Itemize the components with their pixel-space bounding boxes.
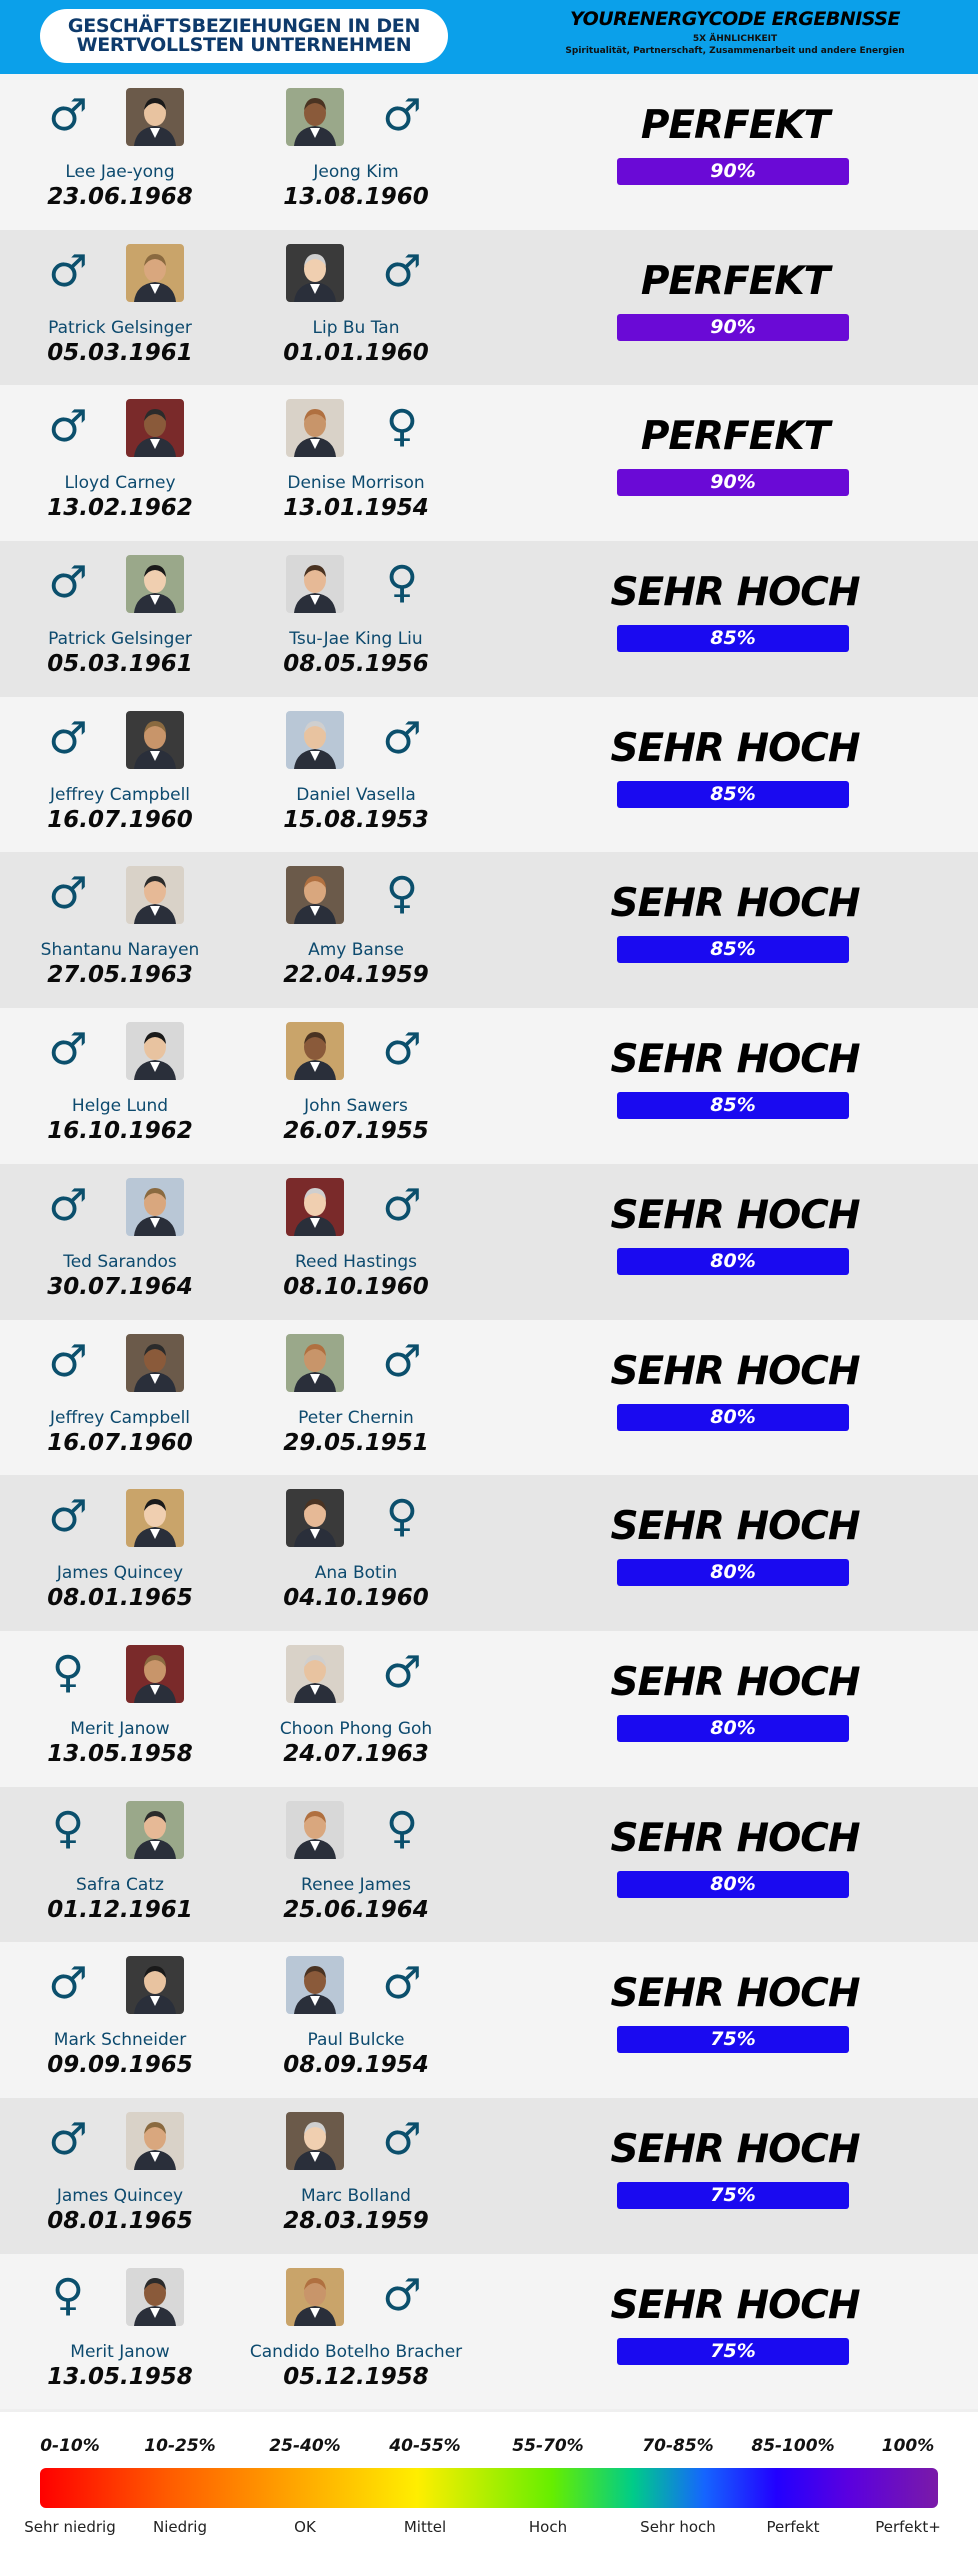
person-name-left: Ted Sarandos xyxy=(63,1251,177,1272)
gender-symbol-right: ♂ xyxy=(382,2269,422,2321)
compatibility-level: PERFEKT xyxy=(640,414,830,460)
gender-symbol-left: ♀ xyxy=(51,2269,85,2321)
person-name-left: Helge Lund xyxy=(71,1096,169,1117)
legend-label: Niedrig xyxy=(153,2518,207,2536)
birth-date-left: 13.05.1958 xyxy=(47,1740,193,1767)
pair-row xyxy=(0,1475,978,1631)
compatibility-level: SEHR HOCH xyxy=(610,2126,860,2172)
person-name-right: Peter Chernin xyxy=(298,1407,414,1428)
person-name-left: Patrick Gelsinger xyxy=(48,317,192,338)
person-name-left: Lloyd Carney xyxy=(64,473,176,494)
legend-labels xyxy=(0,2518,978,2538)
gender-symbol-left: ♂ xyxy=(48,90,88,141)
legend-range: 100% xyxy=(881,2436,935,2456)
person-name-left: James Quincey xyxy=(56,2185,184,2206)
portrait-left xyxy=(126,1489,184,1547)
person-name-left: Safra Catz xyxy=(76,1874,164,1895)
gender-symbol-left: ♂ xyxy=(48,1491,88,1543)
person-name-right: Choon Phong Goh xyxy=(279,1718,433,1739)
legend-label: Perfekt+ xyxy=(875,2518,941,2536)
portrait-right xyxy=(286,555,344,613)
portrait-right xyxy=(286,1178,344,1236)
portrait-right xyxy=(286,1022,344,1080)
birth-date-right: 08.10.1960 xyxy=(283,1273,429,1300)
pairs-list xyxy=(0,74,978,2409)
header xyxy=(0,0,978,74)
legend-range: 40-55% xyxy=(389,2436,461,2456)
person-name-right: John Sawers xyxy=(304,1096,408,1117)
legend-range: 0-10% xyxy=(40,2436,100,2456)
portrait-right xyxy=(286,2268,344,2326)
gender-symbol-left: ♂ xyxy=(48,557,88,609)
pair-row xyxy=(0,230,978,386)
gender-symbol-right: ♂ xyxy=(382,2113,422,2165)
gender-symbol-right: ♂ xyxy=(382,1646,422,1698)
legend-range: 10-25% xyxy=(144,2436,216,2456)
gender-symbol-right: ♂ xyxy=(382,245,422,297)
birth-date-right: 08.09.1954 xyxy=(283,2052,429,2079)
birth-date-left: 08.01.1965 xyxy=(47,1585,193,1612)
birth-date-right: 08.05.1956 xyxy=(283,651,429,678)
person-name-left: Mark Schneider xyxy=(53,2030,187,2051)
portrait-left xyxy=(126,555,184,613)
portrait-right xyxy=(286,1645,344,1703)
gender-symbol-right: ♂ xyxy=(382,712,422,764)
birth-date-right: 25.06.1964 xyxy=(283,1896,429,1923)
birth-date-right: 29.05.1951 xyxy=(283,1429,429,1456)
compatibility-level: SEHR HOCH xyxy=(610,570,860,616)
portrait-left xyxy=(126,1956,184,2014)
gender-symbol-left: ♂ xyxy=(48,2113,88,2165)
pair-row xyxy=(0,541,978,697)
legend-label: Hoch xyxy=(528,2518,568,2536)
compatibility-percent-badge: 85% xyxy=(617,1092,849,1119)
compatibility-level: SEHR HOCH xyxy=(610,2282,860,2328)
person-name-left: Shantanu Narayen xyxy=(40,940,200,961)
compatibility-level: SEHR HOCH xyxy=(610,1659,860,1705)
gender-symbol-right: ♀ xyxy=(385,868,419,920)
compatibility-percent-badge: 75% xyxy=(617,2182,849,2209)
compatibility-percent-badge: 75% xyxy=(617,2026,849,2053)
portrait-right xyxy=(286,88,344,146)
gender-symbol-right: ♀ xyxy=(385,1491,419,1543)
person-name-right: Candido Botelho Bracher xyxy=(249,2341,463,2362)
portrait-left xyxy=(126,866,184,924)
birth-date-right: 01.01.1960 xyxy=(283,339,429,366)
compatibility-level: SEHR HOCH xyxy=(610,1037,860,1083)
legend-gradient-bar xyxy=(40,2468,938,2508)
birth-date-right: 13.01.1954 xyxy=(283,495,429,522)
compatibility-percent-badge: 80% xyxy=(617,1871,849,1898)
birth-date-left: 16.07.1960 xyxy=(47,806,193,833)
portrait-right xyxy=(286,244,344,302)
compatibility-percent-badge: 85% xyxy=(617,781,849,808)
compatibility-level: SEHR HOCH xyxy=(610,881,860,927)
gender-symbol-left: ♂ xyxy=(48,1024,88,1076)
compatibility-percent-badge: 90% xyxy=(617,469,849,496)
person-name-right: Renee James xyxy=(301,1874,411,1895)
person-name-right: Reed Hastings xyxy=(294,1251,418,1272)
gender-symbol-right: ♂ xyxy=(382,1335,422,1387)
gender-symbol-left: ♂ xyxy=(48,868,88,920)
birth-date-left: 13.02.1962 xyxy=(47,495,193,522)
portrait-right xyxy=(286,1334,344,1392)
legend-label: OK xyxy=(294,2518,316,2536)
compatibility-percent-badge: 90% xyxy=(617,314,849,341)
birth-date-right: 24.07.1963 xyxy=(283,1740,429,1767)
pair-row xyxy=(0,1320,978,1476)
birth-date-left: 09.09.1965 xyxy=(47,2052,193,2079)
person-name-left: Merit Janow xyxy=(70,2341,170,2362)
person-name-left: James Quincey xyxy=(56,1563,184,1584)
birth-date-left: 30.07.1964 xyxy=(47,1273,193,1300)
portrait-right xyxy=(286,711,344,769)
compatibility-percent-badge: 80% xyxy=(617,1715,849,1742)
portrait-right xyxy=(286,399,344,457)
results-header xyxy=(540,8,930,56)
legend-range: 25-40% xyxy=(269,2436,341,2456)
compatibility-level: SEHR HOCH xyxy=(610,1815,860,1861)
pair-row xyxy=(0,697,978,853)
legend-label: Sehr hoch xyxy=(640,2518,716,2536)
person-name-left: Lee Jae-yong xyxy=(65,162,175,182)
portrait-left xyxy=(126,1022,184,1080)
person-name-right: Ana Botin xyxy=(314,1563,398,1584)
legend-label: Sehr niedrig xyxy=(24,2518,116,2536)
portrait-right xyxy=(286,1489,344,1547)
person-name-left: Jeffrey Campbell xyxy=(49,1407,191,1428)
gender-symbol-right: ♀ xyxy=(385,1802,419,1854)
compatibility-percent-badge: 85% xyxy=(617,625,849,652)
gender-symbol-right: ♂ xyxy=(382,1024,422,1076)
gender-symbol-right: ♂ xyxy=(382,90,422,141)
portrait-left xyxy=(126,1645,184,1703)
person-name-right: Denise Morrison xyxy=(287,473,425,494)
gender-symbol-left: ♂ xyxy=(48,245,88,297)
portrait-right xyxy=(286,1956,344,2014)
birth-date-right: 26.07.1955 xyxy=(283,1118,429,1145)
results-description: Spiritualität, Partnerschaft, Zusammenarbeit und andere Energien xyxy=(565,46,905,56)
gender-symbol-right: ♀ xyxy=(385,557,419,609)
person-name-right: Jeong Kim xyxy=(313,162,399,182)
portrait-left xyxy=(126,2268,184,2326)
pair-row xyxy=(0,1008,978,1164)
compatibility-level: SEHR HOCH xyxy=(610,1504,860,1550)
pair-row xyxy=(0,1631,978,1787)
person-name-right: Lip Bu Tan xyxy=(312,317,400,338)
portrait-left xyxy=(126,1801,184,1859)
page-title: GESCHÄFTSBEZIEHUNGEN IN DEN WERTVOLLSTEN UNTERNEHMEN xyxy=(67,15,421,56)
portrait-left xyxy=(126,399,184,457)
gender-symbol-right: ♀ xyxy=(385,401,419,453)
compatibility-level: SEHR HOCH xyxy=(610,1192,860,1238)
person-name-left: Jeffrey Campbell xyxy=(49,784,191,805)
compatibility-percent-badge: 80% xyxy=(617,1559,849,1586)
compatibility-percent-badge: 90% xyxy=(617,158,849,185)
person-name-left: Merit Janow xyxy=(70,1718,170,1739)
compatibility-percent-badge: 80% xyxy=(617,1248,849,1275)
compatibility-percent-badge: 80% xyxy=(617,1404,849,1431)
gender-symbol-left: ♀ xyxy=(51,1802,85,1854)
pair-row xyxy=(0,852,978,1008)
gender-symbol-left: ♂ xyxy=(48,1179,88,1231)
portrait-right xyxy=(286,1801,344,1859)
gender-symbol-left: ♀ xyxy=(51,1646,85,1698)
compatibility-level: SEHR HOCH xyxy=(610,1348,860,1394)
portrait-left xyxy=(126,1334,184,1392)
legend xyxy=(0,2412,978,2560)
person-name-right: Daniel Vasella xyxy=(296,784,416,805)
compatibility-level: PERFEKT xyxy=(640,258,830,304)
pair-row xyxy=(0,1942,978,2098)
portrait-left xyxy=(126,88,184,146)
person-name-left: Patrick Gelsinger xyxy=(48,629,192,650)
gender-symbol-left: ♂ xyxy=(48,401,88,453)
pair-row xyxy=(0,2254,978,2410)
legend-label: Perfekt xyxy=(766,2518,820,2536)
legend-label: Mittel xyxy=(403,2518,447,2536)
portrait-left xyxy=(126,244,184,302)
person-name-right: Amy Banse xyxy=(308,940,404,961)
legend-range: 85-100% xyxy=(751,2436,835,2456)
compatibility-level: SEHR HOCH xyxy=(610,725,860,771)
title-pill xyxy=(40,9,448,63)
compatibility-percent-badge: 85% xyxy=(617,936,849,963)
portrait-left xyxy=(126,711,184,769)
birth-date-right: 13.08.1960 xyxy=(283,184,429,210)
birth-date-right: 04.10.1960 xyxy=(283,1585,429,1612)
gender-symbol-right: ♂ xyxy=(382,1179,422,1231)
legend-ranges xyxy=(0,2436,978,2460)
person-name-right: Tsu-Jae King Liu xyxy=(289,629,423,650)
pair-row xyxy=(0,74,978,230)
birth-date-left: 16.10.1962 xyxy=(47,1118,193,1145)
birth-date-left: 05.03.1961 xyxy=(47,339,193,366)
compatibility-level: SEHR HOCH xyxy=(610,1971,860,2017)
gender-symbol-right: ♂ xyxy=(382,1958,422,2010)
compatibility-level: PERFEKT xyxy=(640,103,830,148)
birth-date-left: 01.12.1961 xyxy=(47,1896,193,1923)
pair-row xyxy=(0,385,978,541)
birth-date-left: 13.05.1958 xyxy=(47,2363,193,2390)
birth-date-left: 27.05.1963 xyxy=(47,962,193,989)
person-name-right: Marc Bolland xyxy=(301,2185,411,2206)
legend-range: 70-85% xyxy=(642,2436,714,2456)
pair-row xyxy=(0,1787,978,1943)
birth-date-right: 15.08.1953 xyxy=(283,806,429,833)
birth-date-right: 28.03.1959 xyxy=(283,2207,429,2234)
results-title: YOURENERGYCODE ERGEBNISSE xyxy=(570,8,900,30)
gender-symbol-left: ♂ xyxy=(48,1335,88,1387)
pair-row xyxy=(0,1164,978,1320)
birth-date-right: 05.12.1958 xyxy=(283,2363,429,2390)
birth-date-right: 22.04.1959 xyxy=(283,962,429,989)
birth-date-left: 16.07.1960 xyxy=(47,1429,193,1456)
legend-range: 55-70% xyxy=(512,2436,584,2456)
compatibility-percent-badge: 75% xyxy=(617,2338,849,2365)
portrait-right xyxy=(286,866,344,924)
portrait-left xyxy=(126,1178,184,1236)
birth-date-left: 08.01.1965 xyxy=(47,2207,193,2234)
birth-date-left: 05.03.1961 xyxy=(47,651,193,678)
portrait-right xyxy=(286,2112,344,2170)
pair-row xyxy=(0,2098,978,2254)
gender-symbol-left: ♂ xyxy=(48,1958,88,2010)
portrait-left xyxy=(126,2112,184,2170)
birth-date-left: 23.06.1968 xyxy=(47,184,193,210)
gender-symbol-left: ♂ xyxy=(48,712,88,764)
results-subtitle: 5X ÄHNLICHKEIT xyxy=(692,34,778,44)
person-name-right: Paul Bulcke xyxy=(307,2030,405,2051)
